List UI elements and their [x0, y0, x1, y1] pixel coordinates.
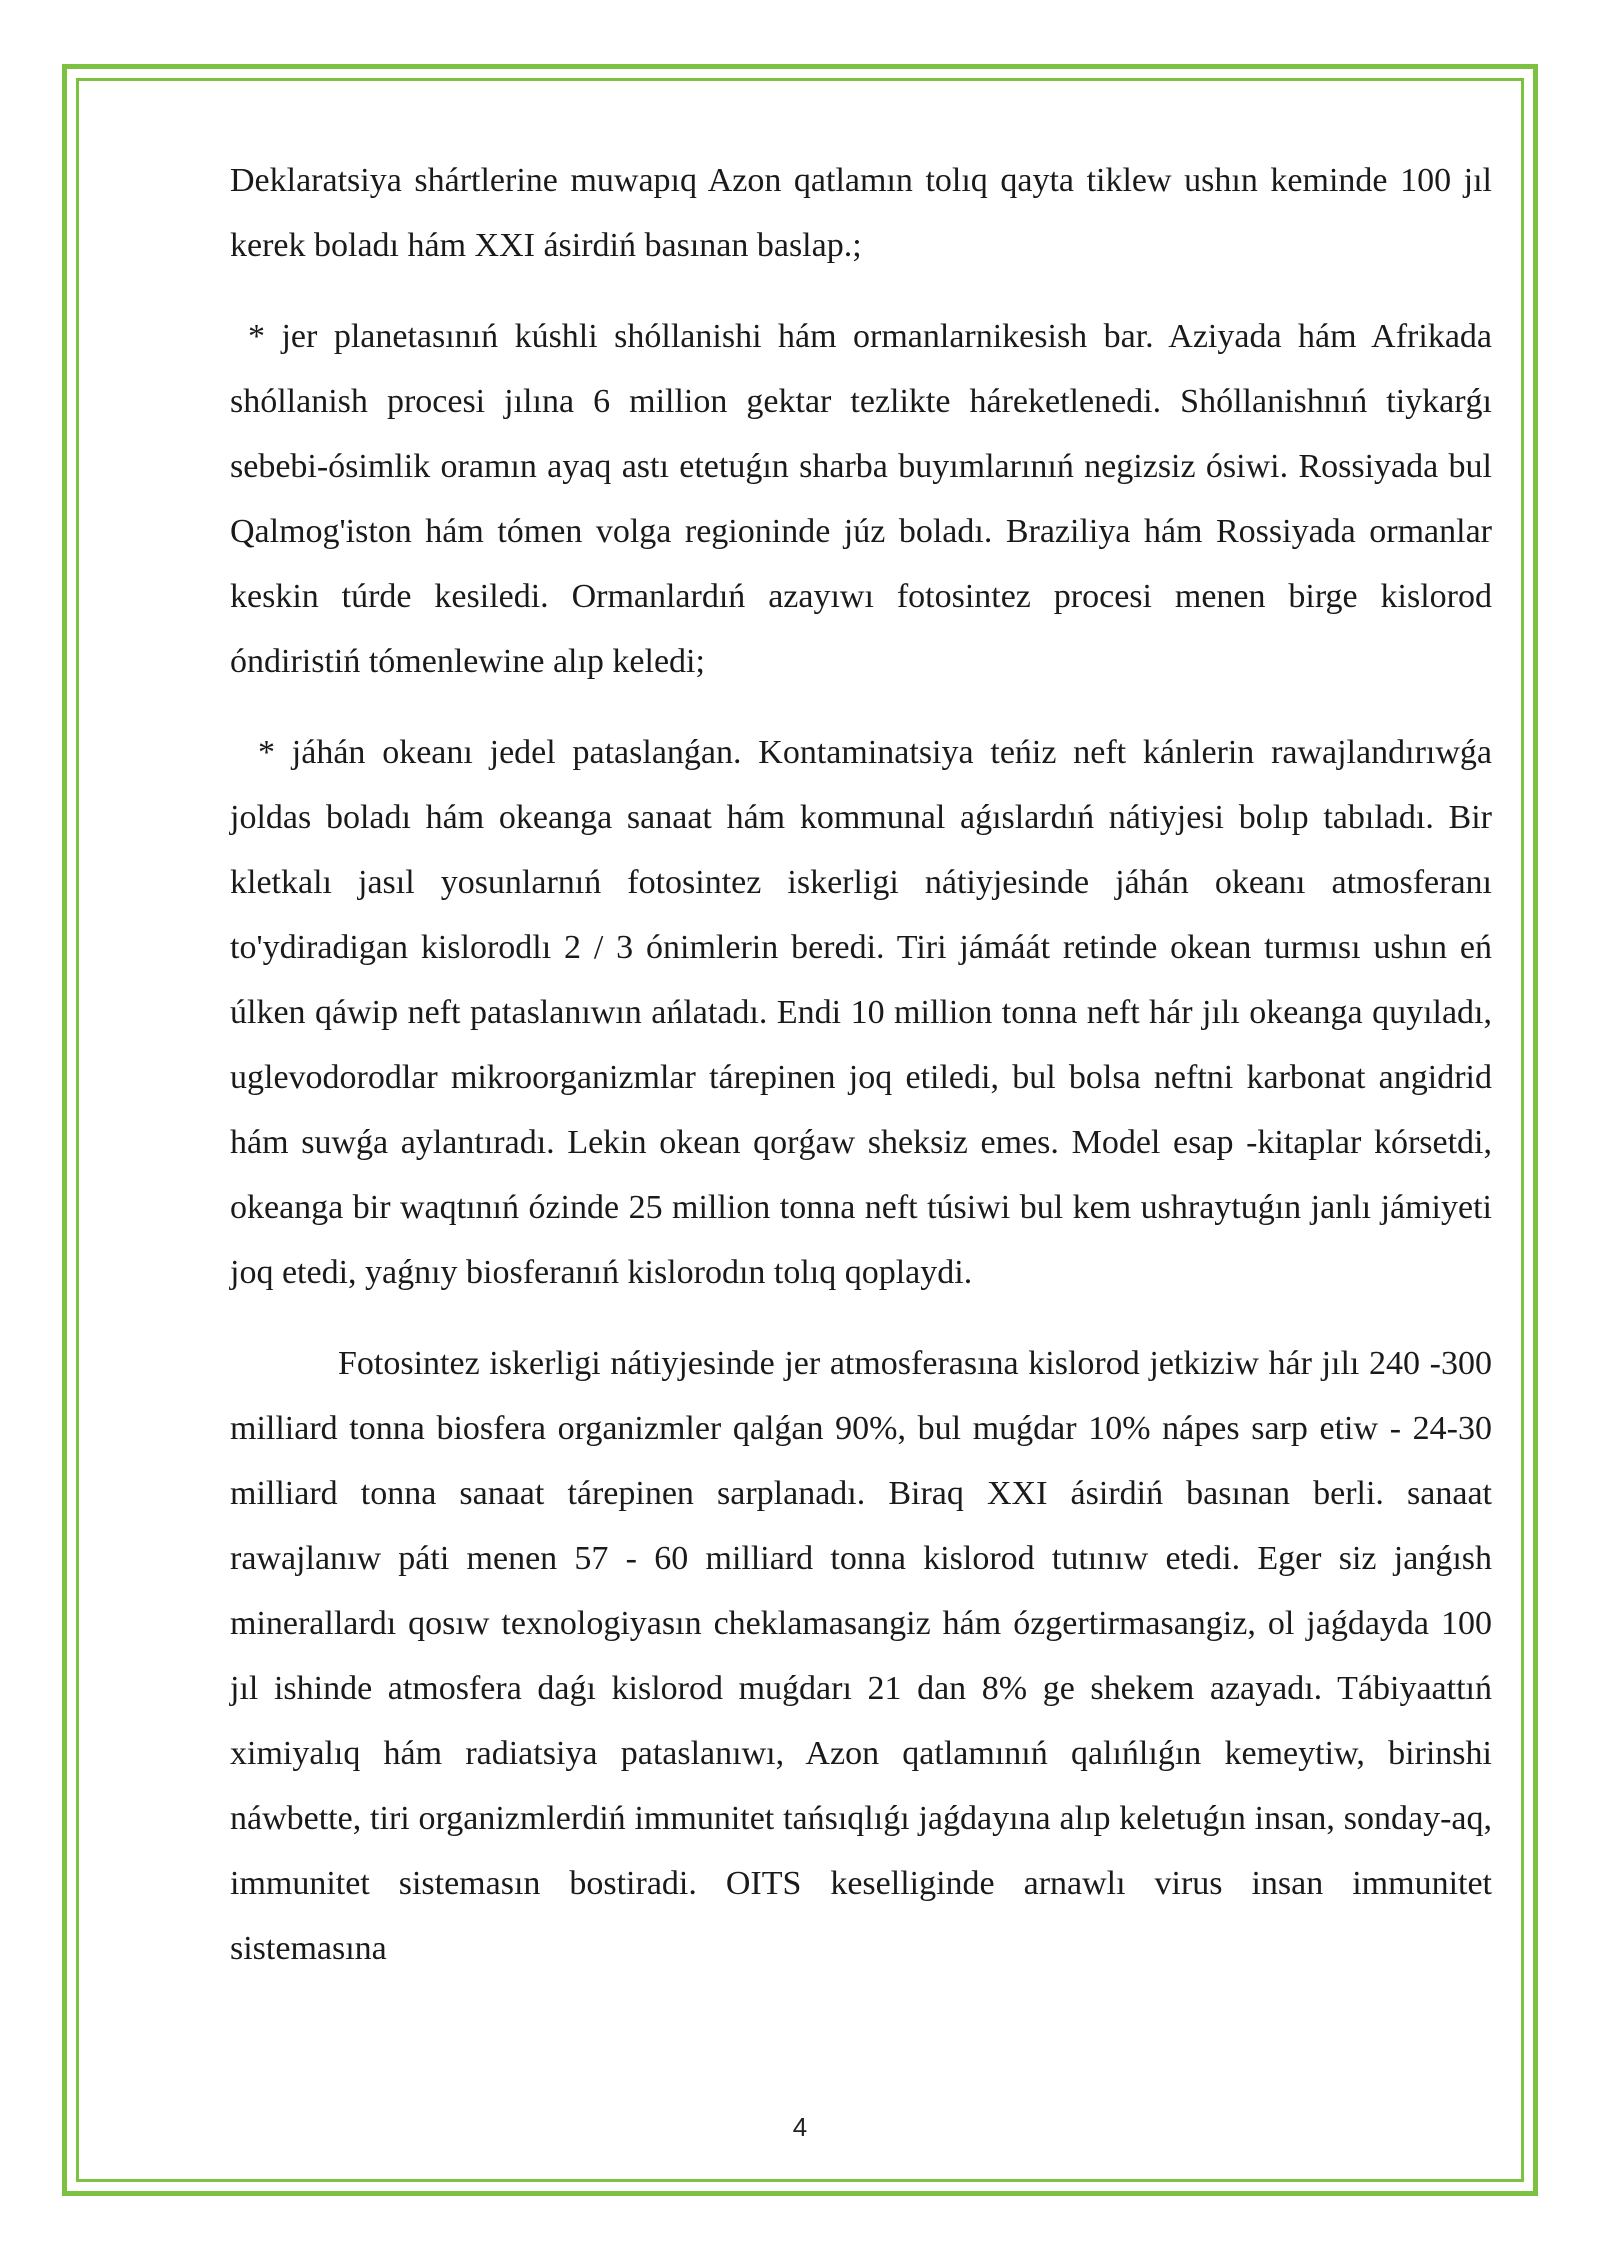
page-number: 4 — [792, 2112, 808, 2142]
paragraph-2: * jer planetasınıń kúshli shóllanishi hám ormanlarnikesish bar. Aziyada hám Afrikada shóllanish procesi jılına 6 million gektar tezlikte háreketlenedi. Shóllanishnıń tiykarǵı sebebi-ósimlik oramın ayaq astı etetuǵın sharba buyımlarınıń negizsiz ósiwi. Rossiyada bul Qalmog'iston hám tómen volga regioninde júz boladı. Braziliya hám Rossiyada ormanlar keskin túrde kesiledi. Ormanlardıń azayıwı fotosintez procesi menen birge kislorod óndiristiń tómenlewine alıp keledi; — [230, 318, 1492, 680]
paragraph-3: * jáhán okeanı jedel pataslanǵan. Kontaminatsiya teńiz neft kánlerin rawajlandırıwǵa joldas boladı hám okeanga sanaat hám kommunal aǵıslardıń nátiyjesi bolıp tabıladı. Bir kletkalı jasıl yosunlarnıń fotosintez iskerligi nátiyjesinde jáhán okeanı atmosferanı to'ydiradigan kislorodlı 2 / 3 ónimlerin beredi. Tiri jámáát retinde okean turmısı ushın eń úlken qáwip neft pataslanıwın ańlatadı. Endi 10 million tonna neft hár jılı okeanga quyıladı, uglevodorodlar mikroorganizmlar tárepinen joq etiledi, bul bolsa neftni karbonat angidrid hám suwǵa aylantıradı. Lekin okean qorǵaw sheksiz emes. Model esap -kitaplar kórsetdi, okeanga bir waqtınıń ózinde 25 million tonna neft túsiwi bul kem ushraytuǵın janlı jámiyeti joq etedi, yaǵnıy biosferanıń kislorodın tolıq qoplaydi. — [230, 734, 1492, 1291]
paragraph-4: Fotosintez iskerligi nátiyjesinde jer atmosferasına kislorod jetkiziw hár jılı 240 -300 milliard tonna biosfera organizmler qalǵan 90%, bul muǵdar 10% nápes sarp etiw - 24-30 milliard tonna sanaat tárepinen sarplanadı. Biraq XXI ásirdiń basınan berli. sanaat rawajlanıw páti menen 57 - 60 milliard tonna kislorod tutınıw etedi. Eger siz janǵısh minerallardı qosıw texnologiyasın cheklamasangiz hám ózgertirmasangiz, ol jaǵdayda 100 jıl ishinde atmosfera daǵı kislorod muǵdarı 21 dan 8% ge shekem azayadı. Tábiyaattıń ximiyalıq hám radiatsiya pataslanıwı, Azon qatlamınıń qalıńlıǵın kemeytiw, birinshi náwbette, tiri organizmlerdiń immunitet tańsıqlıǵı jaǵdayına alıp keletuǵın insan, sonday-aq, immunitet sistemasın bostiradi. OITS keselliginde arnawlı virus insan immunitet sistemasına — [230, 1345, 1492, 1967]
paragraph-1: Deklaratsiya shártlerine muwapıq Azon qatlamın tolıq qayta tiklew ushın keminde 100 jıl kerek boladı hám XXI ásirdiń basınan baslap.; — [230, 162, 1492, 264]
document-body — [230, 148, 1492, 2007]
